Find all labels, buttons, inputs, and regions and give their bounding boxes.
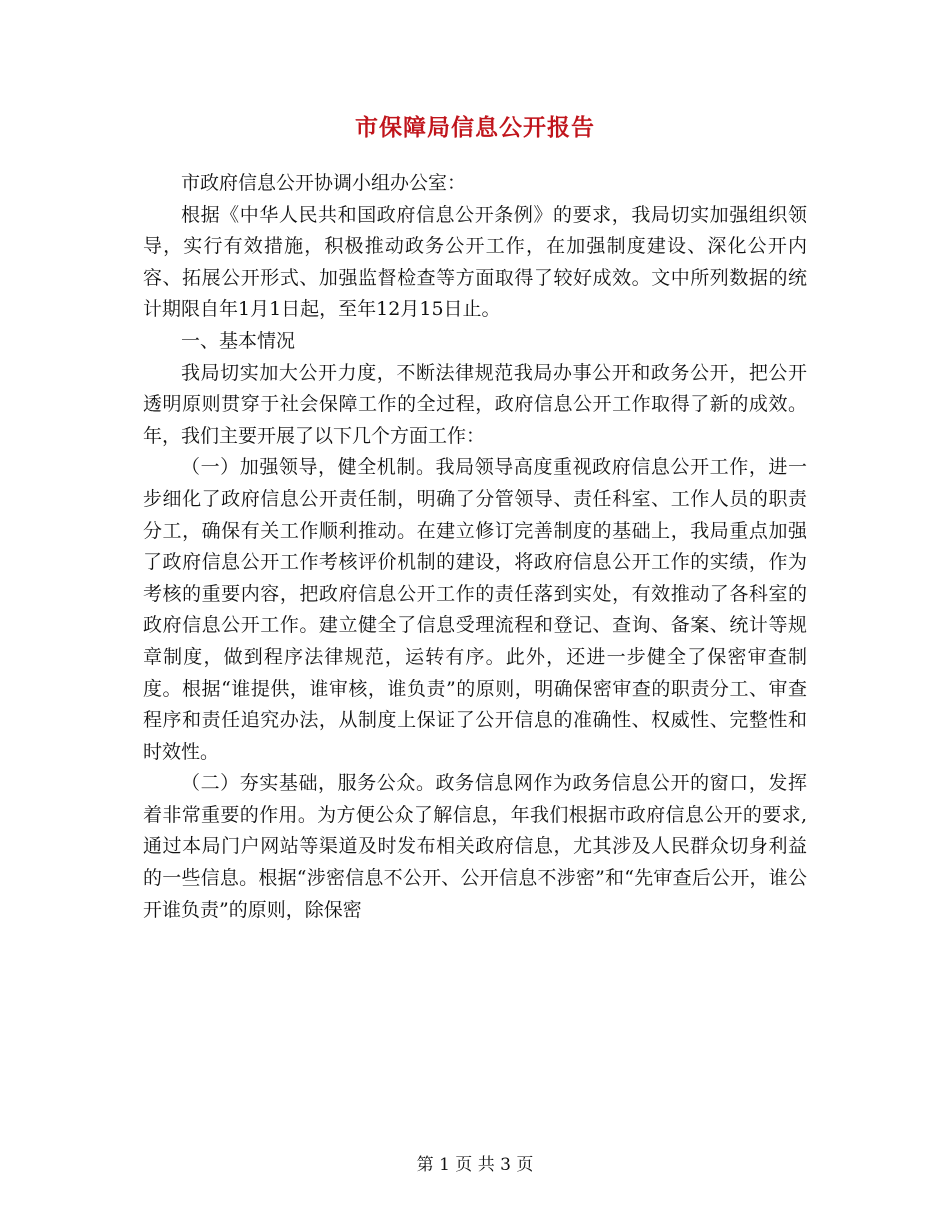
section-two-paragraph: （二）夯实基础，服务公众。政务信息网作为政务信息公开的窗口，发挥着非常重要的作用。为方便公众了解信息，年我们根据市政府信息公开的要求,通过本局门户网站等渠道及时发布相关政府信息，尤其涉及人民群众切身利益的一些信息。根据“涉密信息不公开、公开信息不涉密”和“先审查后公开，谁公开谁负责”的原则，除保密 [143,772,807,921]
salutation-paragraph: 市政府信息公开协调小组办公室： [181,172,467,194]
intro-paragraph: 根据《中华人民共和国政府信息公开条例》的要求，我局切实加强组织领导，实行有效措施，积极推动政务公开工作，在加强制度建设、深化公开内容、拓展公开形式、加强监督检查等方面取得了较好成效。文中所列数据的统计期限自年1月1日起，至年12月15日止。 [143,203,807,321]
page-footer: 第 1 页 共 3 页 [416,1155,534,1175]
document-title: 市保障局信息公开报告 [355,114,595,141]
section-heading-basic-situation: 一、基本情况 [181,329,296,352]
document-body [143,168,807,926]
overview-paragraph: 我局切实加大公开力度，不断法律规范我局办事公开和政务公开，把公开透明原则贯穿于社会保障工作的全过程，政府信息公开工作取得了新的成效。年，我们主要开展了以下几个方面工作： [143,361,807,447]
section-one-paragraph: （一）加强领导，健全机制。我局领导高度重视政府信息公开工作，进一步细化了政府信息公开责任制，明确了分管领导、责任科室、工作人员的职责分工，确保有关工作顺利推动。在建立修订完善制度的基础上，我局重点加强了政府信息公开工作考核评价机制的建设，将政府信息公开工作的实绩，作为考核的重要内容，把政府信息公开工作的责任落到实处，有效推动了各科室的政府信息公开工作。建立健全了信息受理流程和登记、查询、备案、统计等规章制度，做到程序法律规范，运转有序。此外，还进一步健全了保密审查制度。根据“谁提供，谁审核，谁负责”的原则，明确保密审查的职责分工、审查程序和责任追究办法，从制度上保证了公开信息的准确性、权威性、完整性和时效性。 [143,456,807,763]
